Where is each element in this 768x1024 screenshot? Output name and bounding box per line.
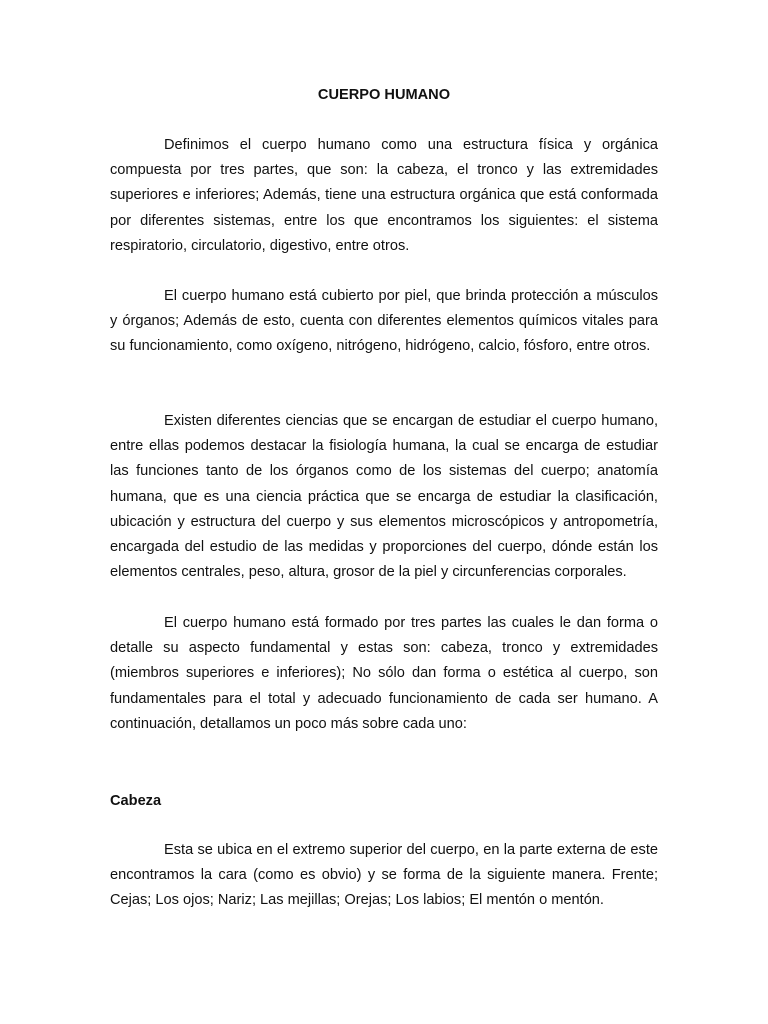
paragraph-parts: El cuerpo humano está formado por tres partes las cuales le dan forma o detalle su aspecto fundamental y estas son: cabeza, tronco y extremidades (miembros superiores e inferiores); No sólo dan forma o estética al cuerpo, son fundamentales para el total y adecuado funcionamiento de cada ser humano. A continuación, detallamos un poco más sobre cada uno: xyxy=(110,615,658,732)
paragraph-skin: El cuerpo humano está cubierto por piel, que brinda protección a músculos y órganos; Además de esto, cuenta con diferentes elementos químicos vitales para su funcionamiento, como oxígeno, nitrógeno, hidrógeno, calcio, fósforo, entre otros. xyxy=(110,288,658,355)
paragraph-definition: Definimos el cuerpo humano como una estructura física y orgánica compuesta por tres partes, que son: la cabeza, el tronco y las extremidades superiores e inferiores; Además, tiene una estructura orgánica que está conformada por diferentes sistemas, entre los que encontramos los siguientes: el sistema respiratorio, circulatorio, digestivo, entre otros. xyxy=(110,137,658,254)
document-title: CUERPO HUMANO xyxy=(317,87,451,103)
section-heading-cabeza: Cabeza xyxy=(110,793,162,809)
paragraph-cabeza: Esta se ubica en el extremo superior del cuerpo, en la parte externa de este encontramos la cara (como es obvio) y se forma de la siguiente manera. Frente; Cejas; Los ojos; Nariz; Las mejillas; Orejas; Los labios; El mentón o mentón. xyxy=(110,842,658,909)
paragraph-sciences: Existen diferentes ciencias que se encargan de estudiar el cuerpo humano, entre ellas podemos destacar la fisiología humana, la cual se encarga de estudiar las funciones tanto de los órganos como de los sistemas del cuerpo; anatomía humana, que es una ciencia práctica que se encarga de estudiar la clasificación, ubicación y estructura del cuerpo y sus elementos microscópicos y antropometría, encargada del estudio de las medidas y proporciones del cuerpo, dónde están los elementos centrales, peso, altura, grosor de la piel y circunferencias corporales. xyxy=(110,413,658,581)
